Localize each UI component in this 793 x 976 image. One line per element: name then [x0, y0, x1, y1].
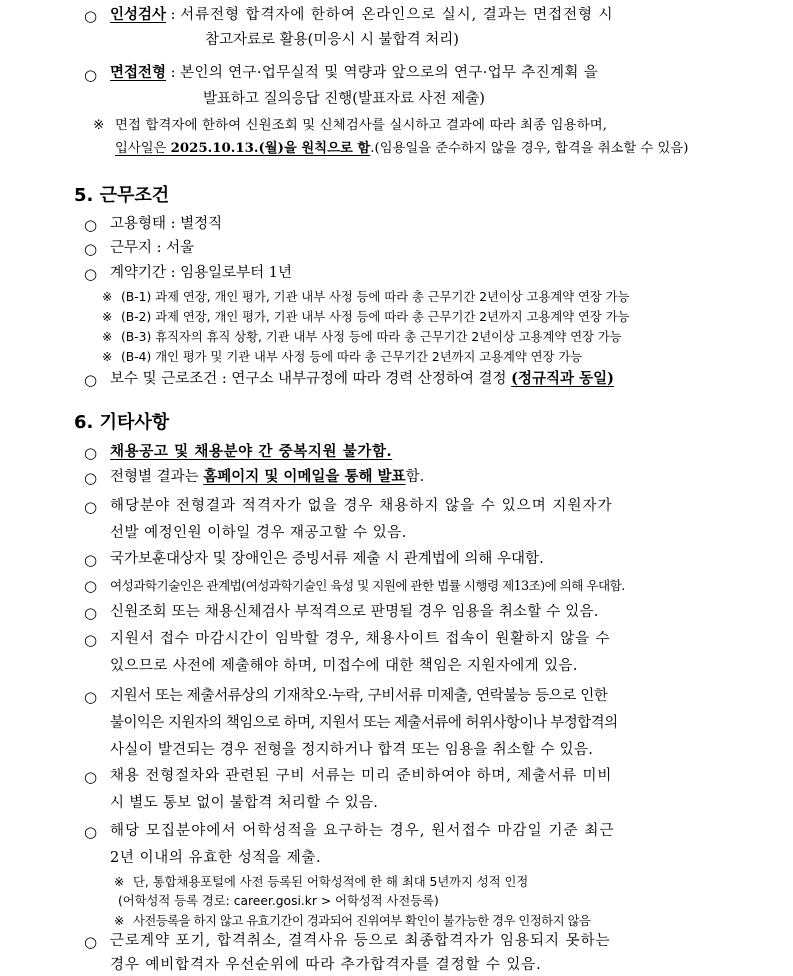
- bullet-circle-icon: ○: [84, 823, 98, 841]
- bullet-circle-icon: ○: [84, 444, 98, 462]
- bullet-circle-icon: ○: [84, 371, 98, 389]
- note-mark-icon: ※: [102, 310, 113, 324]
- section-5-title: 5. 근무조건: [74, 185, 170, 206]
- note-mark-icon: ※: [114, 914, 125, 928]
- bullet-circle-icon: ○: [84, 469, 98, 487]
- contract-note-b1: (B-1) 과제 연장, 개인 평가, 기관 내부 사정 등에 따라 총 근무기간 2년이상 고용계약 연장 가능: [121, 290, 630, 304]
- bullet-circle-icon: ○: [84, 933, 98, 951]
- contract-note-b2: (B-2) 과제 연장, 개인 평가, 기관 내부 사정 등에 따라 총 근무기간 2년까지 고용계약 연장 가능: [121, 310, 630, 324]
- interview-text-cont: 발표하고 질의응답 진행(발표자료 사전 제출): [203, 91, 485, 107]
- note-mark-icon: ※: [102, 350, 113, 364]
- note-text: 면접 합격자에 한하여 신원조회 및 신체검사를 실시하고 결과에 따라 최종 임용하며,: [115, 118, 608, 133]
- section-6-title: 6. 기타사항: [74, 412, 170, 433]
- pay-equal-note: (정규직과 동일): [511, 370, 614, 387]
- personality-test-label: 인성검사: [110, 6, 167, 23]
- bullet-circle-icon: ○: [84, 604, 98, 622]
- contract-note-b3: (B-3) 휴직자의 휴직 상황, 기관 내부 사정 등에 따라 총 근무기간 2년이상 고용계약 연장 가능: [121, 330, 622, 344]
- bullet-circle-icon: ○: [84, 7, 98, 25]
- interview-text: 본인의 연구·업무실적 및 역량과 앞으로의 연구·업무 추진계획 을: [180, 65, 599, 81]
- bullet-circle-icon: ○: [84, 577, 98, 595]
- bullet-circle-icon: ○: [84, 240, 98, 258]
- bullet-circle-icon: ○: [84, 498, 98, 516]
- bullet-circle-icon: ○: [84, 265, 98, 283]
- personality-test-text: 서류전형 합격자에 한하여 온라인으로 실시, 결과는 면접전형 시: [180, 7, 614, 23]
- note-mark-icon: ※: [102, 330, 113, 344]
- note-mark-icon: ※: [93, 118, 105, 133]
- note-mark-icon: ※: [102, 290, 113, 304]
- bullet-circle-icon: ○: [84, 631, 98, 649]
- bullet-circle-icon: ○: [84, 66, 98, 84]
- bullet-circle-icon: ○: [84, 551, 98, 569]
- bullet-circle-icon: ○: [84, 768, 98, 786]
- contract-note-b4: (B-4) 개인 평가 및 기관 내부 사정 등에 따라 총 근무기간 2년까지 고용계약 연장 가능: [121, 350, 583, 364]
- personality-test-text-cont: 참고자료로 활용(미응시 시 불합격 처리): [205, 32, 459, 48]
- start-date: 2025.10.13.(월): [170, 141, 284, 156]
- interview-label: 면접전형: [110, 64, 167, 81]
- bullet-circle-icon: ○: [84, 216, 98, 234]
- note-mark-icon: ※: [114, 875, 125, 889]
- bullet-circle-icon: ○: [84, 688, 98, 706]
